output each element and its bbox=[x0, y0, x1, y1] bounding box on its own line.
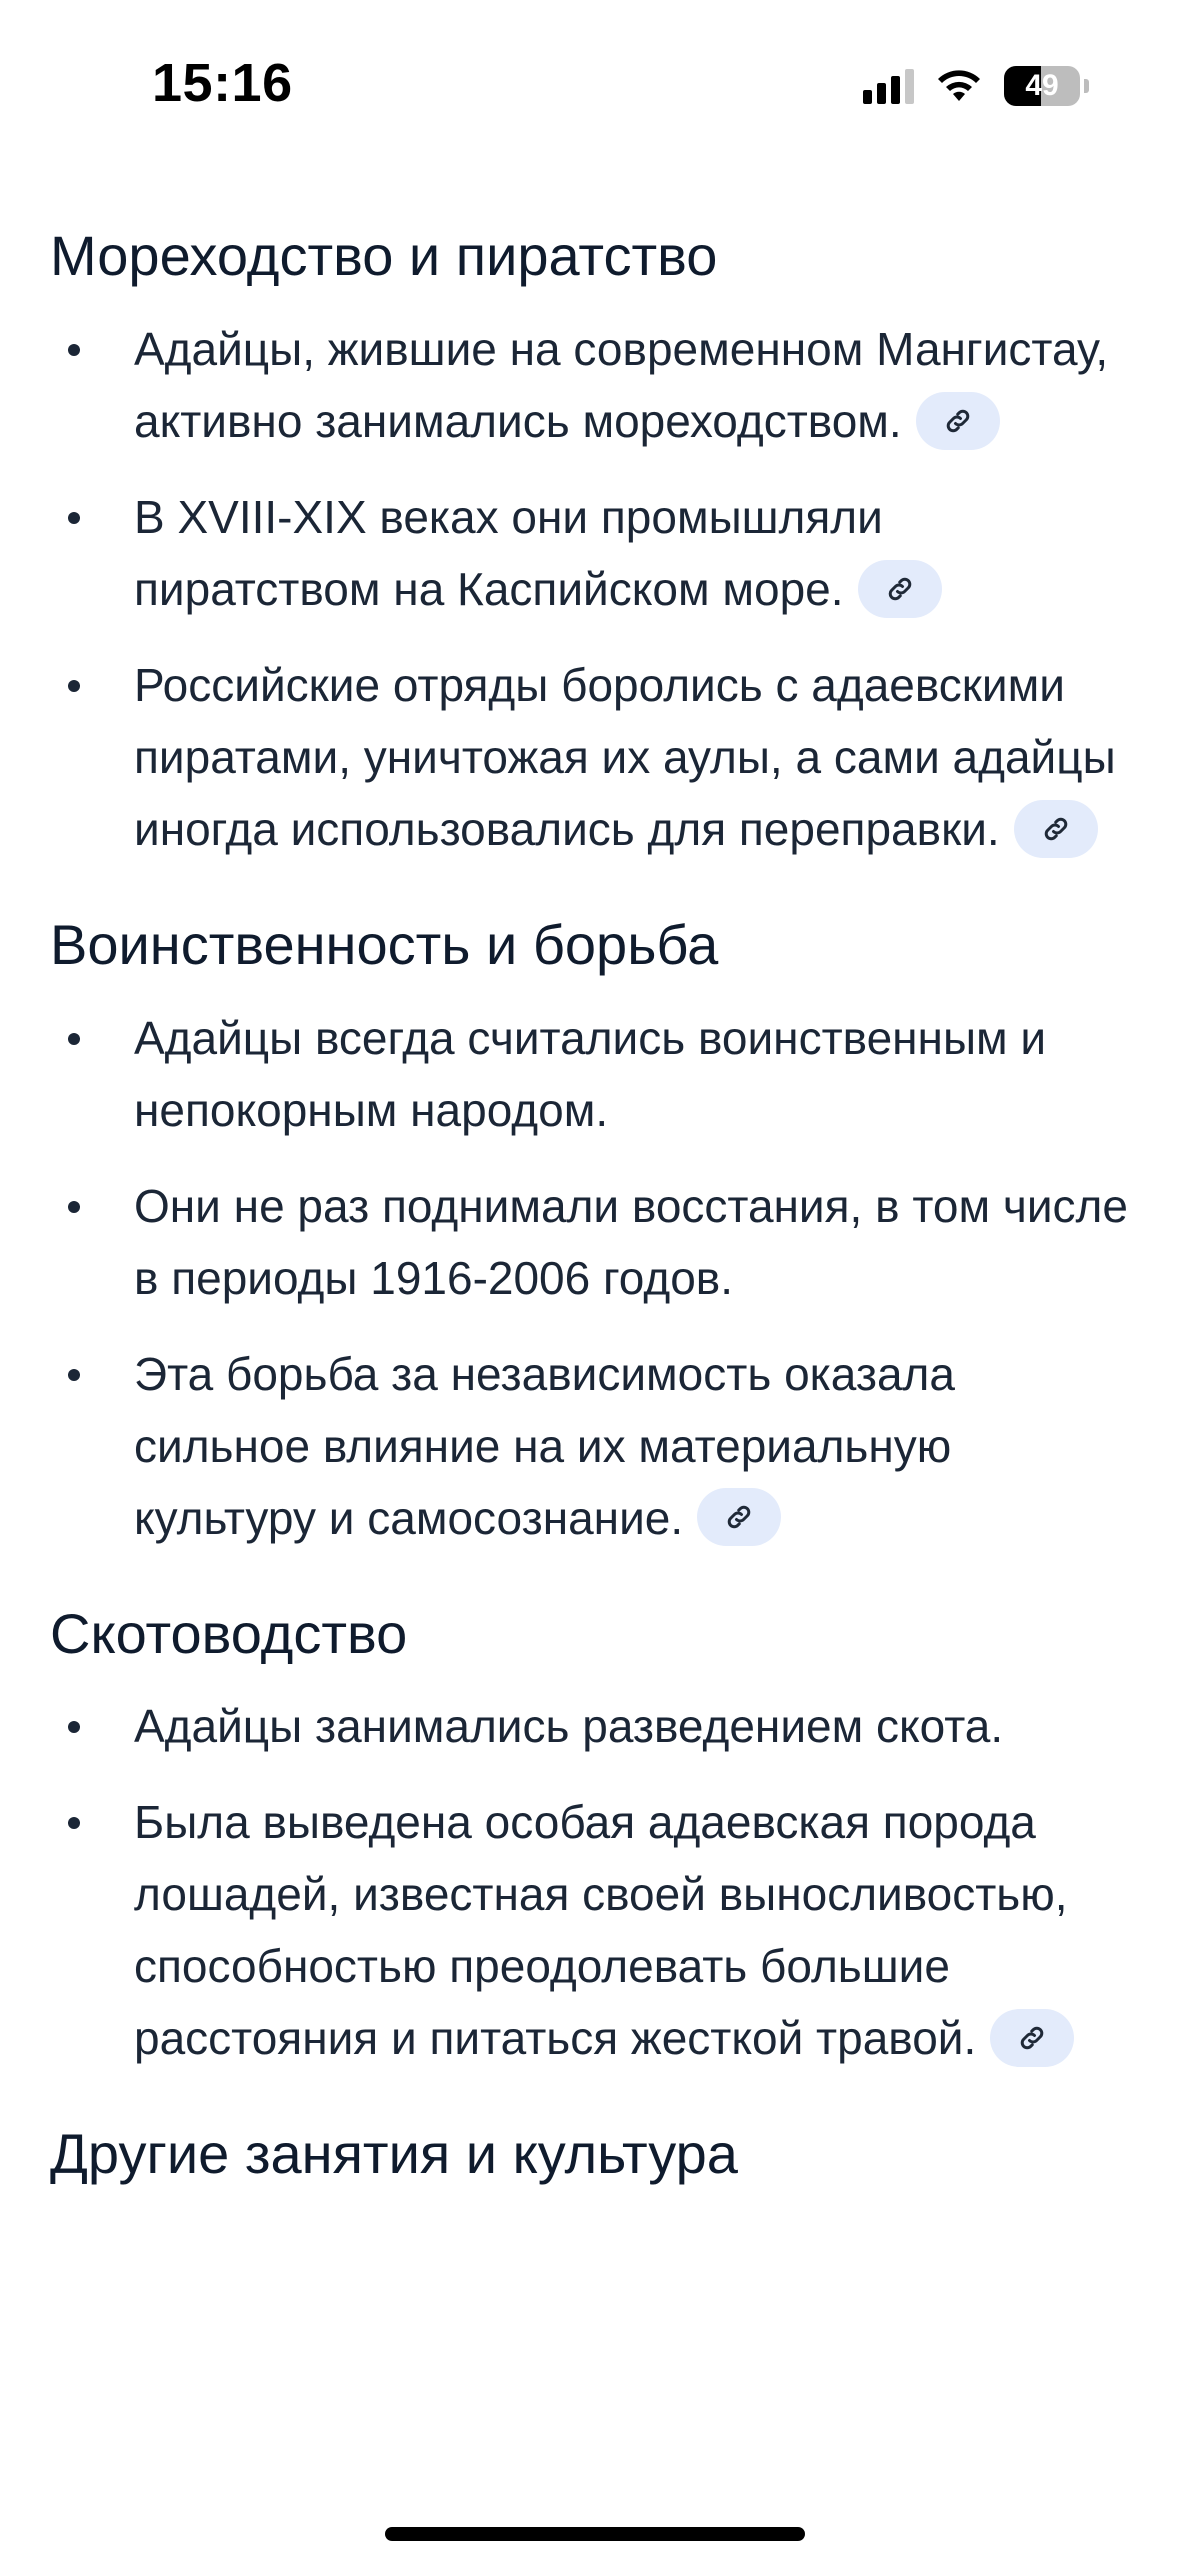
list-item-text: Российские отряды боролись с адаевскими пиратами, уничтожая их аулы, а сами адайцы иногда использовались для переправки. bbox=[134, 658, 1116, 855]
link-icon bbox=[1017, 2023, 1047, 2053]
cellular-signal-icon bbox=[863, 68, 914, 104]
list-item-text: Была выведена особая адаевская порода лошадей, известная своей выносливостью, способностью преодолевать большие расстояния и питаться жесткой травой. bbox=[134, 1796, 1068, 2065]
section bbox=[50, 909, 1130, 1554]
status-bar bbox=[0, 0, 1179, 160]
section bbox=[50, 220, 1130, 865]
section-heading: Скотоводство bbox=[50, 1601, 408, 1665]
section-heading: Мореходство и пиратство bbox=[50, 224, 718, 287]
list-item bbox=[50, 1170, 1130, 1314]
bullet-list bbox=[50, 313, 1130, 865]
wifi-icon bbox=[934, 67, 984, 105]
list-item bbox=[50, 1786, 1130, 2074]
list-item bbox=[50, 481, 1130, 625]
list-item-text: В XVIII-XIX веках они промышляли пиратством на Каспийском море. bbox=[134, 490, 883, 615]
section bbox=[50, 2118, 1130, 2191]
battery-icon bbox=[1004, 66, 1080, 106]
section bbox=[50, 1598, 1130, 2075]
bullet-list bbox=[50, 1002, 1130, 1554]
list-item-text: Они не раз поднимали восстания, в том числе в периоды 1916-2006 годов. bbox=[134, 1179, 1128, 1304]
list-item bbox=[50, 313, 1130, 457]
status-time: 15:16 bbox=[152, 53, 293, 113]
list-item bbox=[50, 649, 1130, 865]
status-icons bbox=[863, 62, 1089, 110]
link-icon bbox=[724, 1502, 754, 1532]
list-item bbox=[50, 1002, 1130, 1146]
list-item bbox=[50, 1690, 1130, 1762]
source-link-button[interactable] bbox=[990, 2009, 1074, 2067]
section-heading: Воинственность и борьба bbox=[50, 912, 719, 976]
source-link-button[interactable] bbox=[697, 1488, 781, 1546]
battery-percent: 49 bbox=[1025, 69, 1059, 102]
home-indicator[interactable] bbox=[385, 2527, 805, 2541]
list-item bbox=[50, 1338, 1130, 1554]
article-content bbox=[50, 220, 1130, 2235]
link-icon bbox=[943, 406, 973, 436]
source-link-button[interactable] bbox=[916, 392, 1000, 450]
link-icon bbox=[885, 574, 915, 604]
section-heading: Другие занятия и культура bbox=[50, 2122, 738, 2186]
list-item-text: Эта борьба за независимость оказала сильное влияние на их материальную культуру и самосознание. bbox=[134, 1347, 955, 1544]
source-link-button[interactable] bbox=[858, 560, 942, 618]
list-item-text: Адайцы всегда считались воинственным и непокорным народом. bbox=[134, 1011, 1047, 1136]
link-icon bbox=[1041, 814, 1071, 844]
list-item-text: Адайцы, жившие на современном Мангистау, активно занимались мореходством. bbox=[134, 322, 1109, 447]
bullet-list bbox=[50, 1690, 1130, 2074]
source-link-button[interactable] bbox=[1014, 800, 1098, 858]
battery-cap bbox=[1084, 79, 1089, 93]
list-item-text: Адайцы занимались разведением скота. bbox=[134, 1700, 1004, 1753]
